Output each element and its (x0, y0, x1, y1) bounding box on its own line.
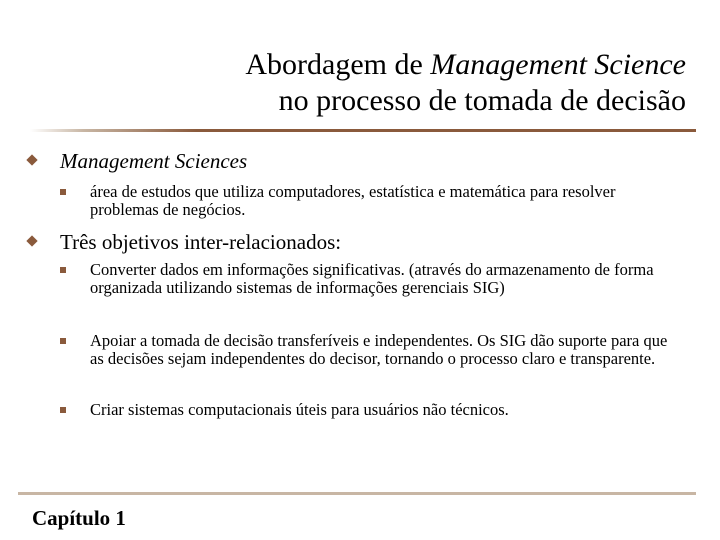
slide-title (46, 47, 686, 119)
sub-bullet-apoiar (60, 332, 680, 368)
title-prefix: Abordagem de (245, 48, 431, 81)
bullet-tres-objetivos (28, 230, 708, 254)
bullet-management-sciences (28, 149, 708, 173)
chapter-label: Capítulo 1 (32, 506, 126, 530)
bullet-text: Management Sciences (60, 149, 248, 173)
sub-bullet-text: Converter dados em informações significativas. (através do armazenamento de forma organizada utilizando sistemas de informações gerenciais SIG) (90, 260, 654, 297)
title-italic: Management Science (430, 48, 686, 81)
footer-divider (18, 492, 696, 495)
sub-bullet-text: área de estudos que utiliza computadores, estatística e matemática para resolver problemas de negócios. (90, 182, 616, 219)
sub-bullet-converter (60, 261, 680, 297)
square-bullet-icon (60, 267, 66, 273)
sub-bullet-definition (60, 183, 680, 219)
title-line-2: no processo de tomada de decisão (278, 84, 686, 117)
title-line-1 (46, 47, 686, 83)
square-bullet-icon (60, 407, 66, 413)
sub-bullet-text: Apoiar a tomada de decisão transferíveis e independentes. Os SIG dão suporte para que as decisões sejam independentes do decisor, tornando o processo claro e transparente. (90, 331, 668, 368)
square-bullet-icon (60, 338, 66, 344)
sub-bullet-text: Criar sistemas computacionais úteis para usuários não técnicos. (90, 400, 509, 419)
sub-bullet-criar (60, 401, 680, 419)
square-bullet-icon (60, 189, 66, 195)
diamond-bullet-icon (26, 154, 37, 165)
bullet-text: Três objetivos inter-relacionados: (60, 230, 342, 254)
diamond-bullet-icon (26, 235, 37, 246)
title-divider (30, 129, 696, 132)
